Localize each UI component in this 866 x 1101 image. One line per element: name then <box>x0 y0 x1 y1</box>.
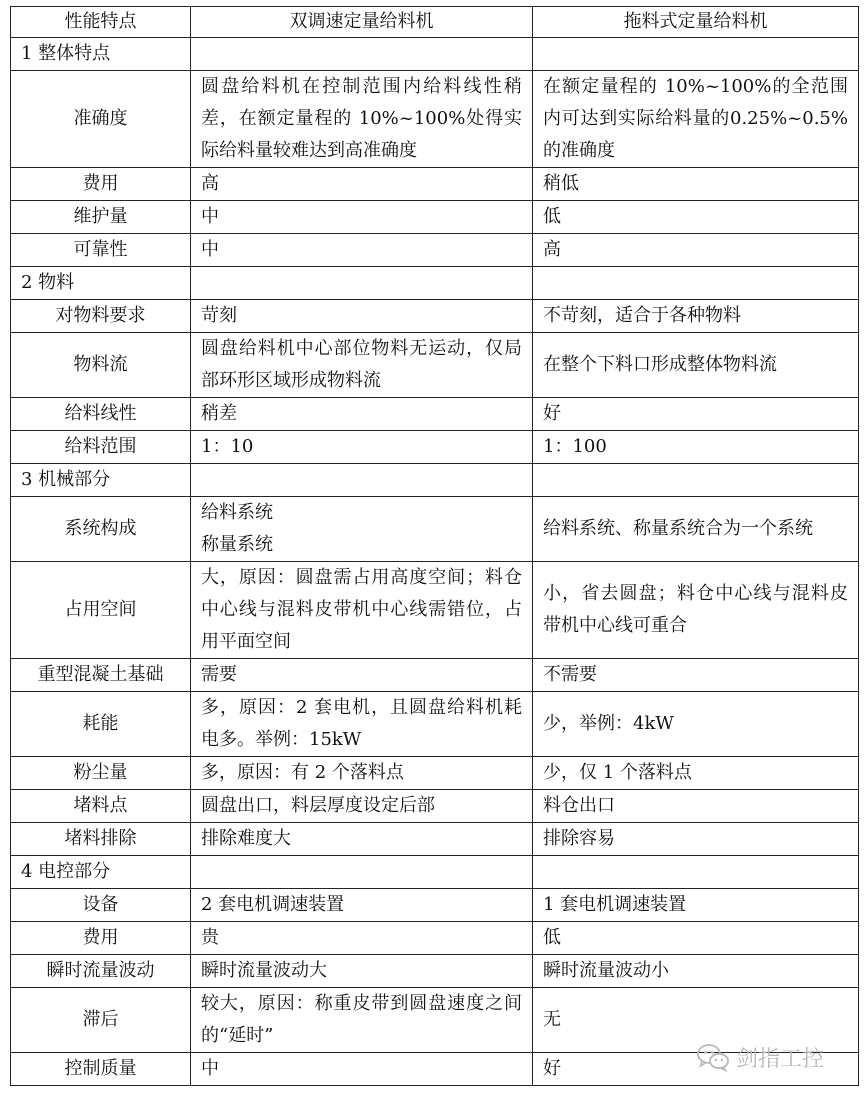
section-empty-cell <box>533 38 859 71</box>
dual-speed-value: 中 <box>191 201 533 234</box>
table-row <box>11 168 859 201</box>
section-empty-cell <box>191 38 533 71</box>
dual-speed-value: 贵 <box>191 922 533 955</box>
drag-feeder-value: 低 <box>533 922 859 955</box>
header-drag-feeder: 拖料式定量给料机 <box>533 7 859 38</box>
section-title: 1 整体特点 <box>11 38 191 71</box>
dual-speed-value: 需要 <box>191 659 533 692</box>
table-row <box>11 398 859 431</box>
feature-cell: 瞬时流量波动 <box>11 955 191 988</box>
drag-feeder-value: 1：100 <box>533 431 859 464</box>
table-row <box>11 234 859 267</box>
table-row <box>11 955 859 988</box>
drag-feeder-value: 在整个下料口形成整体物料流 <box>533 333 859 398</box>
feature-cell: 设备 <box>11 889 191 922</box>
drag-feeder-value: 给料系统、称量系统合为一个系统 <box>533 497 859 562</box>
feature-cell: 对物料要求 <box>11 300 191 333</box>
dual-speed-value: 稍差 <box>191 398 533 431</box>
feature-cell: 可靠性 <box>11 234 191 267</box>
section-row <box>11 464 859 497</box>
feature-cell: 控制质量 <box>11 1053 191 1086</box>
drag-feeder-value: 在额定量程的 10%~100%的全范围内可达到实际给料量的0.25%~0.5%的准确度 <box>533 71 859 168</box>
table-row <box>11 1053 859 1086</box>
drag-feeder-value: 小，省去圆盘；料仓中心线与混料皮带机中心线可重合 <box>533 562 859 659</box>
header-feature: 性能特点 <box>11 7 191 38</box>
dual-speed-value: 中 <box>191 234 533 267</box>
table-row <box>11 692 859 757</box>
drag-feeder-value: 1 套电机调速装置 <box>533 889 859 922</box>
table-row <box>11 562 859 659</box>
feature-cell: 物料流 <box>11 333 191 398</box>
feature-cell: 费用 <box>11 168 191 201</box>
table-row <box>11 201 859 234</box>
feature-cell: 占用空间 <box>11 562 191 659</box>
dual-speed-value: 中 <box>191 1053 533 1086</box>
drag-feeder-value: 少，仅 1 个落料点 <box>533 757 859 790</box>
table-row <box>11 659 859 692</box>
dual-speed-value: 瞬时流量波动大 <box>191 955 533 988</box>
feature-cell: 维护量 <box>11 201 191 234</box>
table-row <box>11 333 859 398</box>
section-empty-cell <box>533 856 859 889</box>
header-row <box>11 7 859 38</box>
dual-speed-value: 高 <box>191 168 533 201</box>
section-row <box>11 267 859 300</box>
section-row <box>11 38 859 71</box>
drag-feeder-value: 低 <box>533 201 859 234</box>
watermark-text: 剑指工控 <box>736 1046 825 1072</box>
table-header <box>11 7 859 38</box>
drag-feeder-value: 稍低 <box>533 168 859 201</box>
dual-speed-value: 多，原因：有 2 个落料点 <box>191 757 533 790</box>
section-empty-cell <box>533 464 859 497</box>
feature-cell: 堵料排除 <box>11 823 191 856</box>
feature-cell: 重型混凝土基础 <box>11 659 191 692</box>
feature-cell: 准确度 <box>11 71 191 168</box>
table-row <box>11 922 859 955</box>
drag-feeder-value: 好 <box>533 1053 859 1086</box>
dual-speed-value: 1：10 <box>191 431 533 464</box>
dual-speed-value: 排除难度大 <box>191 823 533 856</box>
dual-speed-value: 大，原因：圆盘需占用高度空间；料仓中心线与混料皮带机中心线需错位，占用平面空间 <box>191 562 533 659</box>
feature-cell: 费用 <box>11 922 191 955</box>
table-row <box>11 823 859 856</box>
section-empty-cell <box>191 464 533 497</box>
comparison-table <box>10 6 859 1086</box>
feature-cell: 耗能 <box>11 692 191 757</box>
dual-speed-value: 给料系统 称量系统 <box>191 497 533 562</box>
section-title: 2 物料 <box>11 267 191 300</box>
dual-speed-value: 圆盘给料机中心部位物料无运动，仅局部环形区域形成物料流 <box>191 333 533 398</box>
table-row <box>11 757 859 790</box>
drag-feeder-value: 瞬时流量波动小 <box>533 955 859 988</box>
drag-feeder-value: 少，举例：4kW <box>533 692 859 757</box>
drag-feeder-value: 料仓出口 <box>533 790 859 823</box>
section-title: 3 机械部分 <box>11 464 191 497</box>
feature-cell: 粉尘量 <box>11 757 191 790</box>
drag-feeder-value: 无 <box>533 988 859 1053</box>
section-empty-cell <box>191 856 533 889</box>
dual-speed-value: 较大，原因：称重皮带到圆盘速度之间的“延时” <box>191 988 533 1053</box>
feature-cell: 给料线性 <box>11 398 191 431</box>
table-row <box>11 790 859 823</box>
table-row <box>11 988 859 1053</box>
feature-cell: 堵料点 <box>11 790 191 823</box>
drag-feeder-value: 好 <box>533 398 859 431</box>
section-title: 4 电控部分 <box>11 856 191 889</box>
feature-cell: 滞后 <box>11 988 191 1053</box>
drag-feeder-value: 排除容易 <box>533 823 859 856</box>
section-empty-cell <box>533 267 859 300</box>
dual-speed-value: 圆盘出口，料层厚度设定后部 <box>191 790 533 823</box>
table-row <box>11 71 859 168</box>
dual-speed-value: 多，原因：2 套电机，且圆盘给料机耗电多。举例：15kW <box>191 692 533 757</box>
dual-speed-value: 苛刻 <box>191 300 533 333</box>
dual-speed-value: 2 套电机调速装置 <box>191 889 533 922</box>
table-row <box>11 497 859 562</box>
table-row <box>11 431 859 464</box>
drag-feeder-value: 不需要 <box>533 659 859 692</box>
table-row <box>11 889 859 922</box>
drag-feeder-value: 不苛刻，适合于各种物料 <box>533 300 859 333</box>
table-row <box>11 300 859 333</box>
table-body <box>11 38 859 1086</box>
drag-feeder-value: 高 <box>533 234 859 267</box>
section-empty-cell <box>191 267 533 300</box>
feature-cell: 系统构成 <box>11 497 191 562</box>
section-row <box>11 856 859 889</box>
feature-cell: 给料范围 <box>11 431 191 464</box>
dual-speed-value: 圆盘给料机在控制范围内给料线性稍差，在额定量程的 10%~100%处得实际给料量较难达到高准确度 <box>191 71 533 168</box>
header-dual-speed-feeder: 双调速定量给料机 <box>191 7 533 38</box>
